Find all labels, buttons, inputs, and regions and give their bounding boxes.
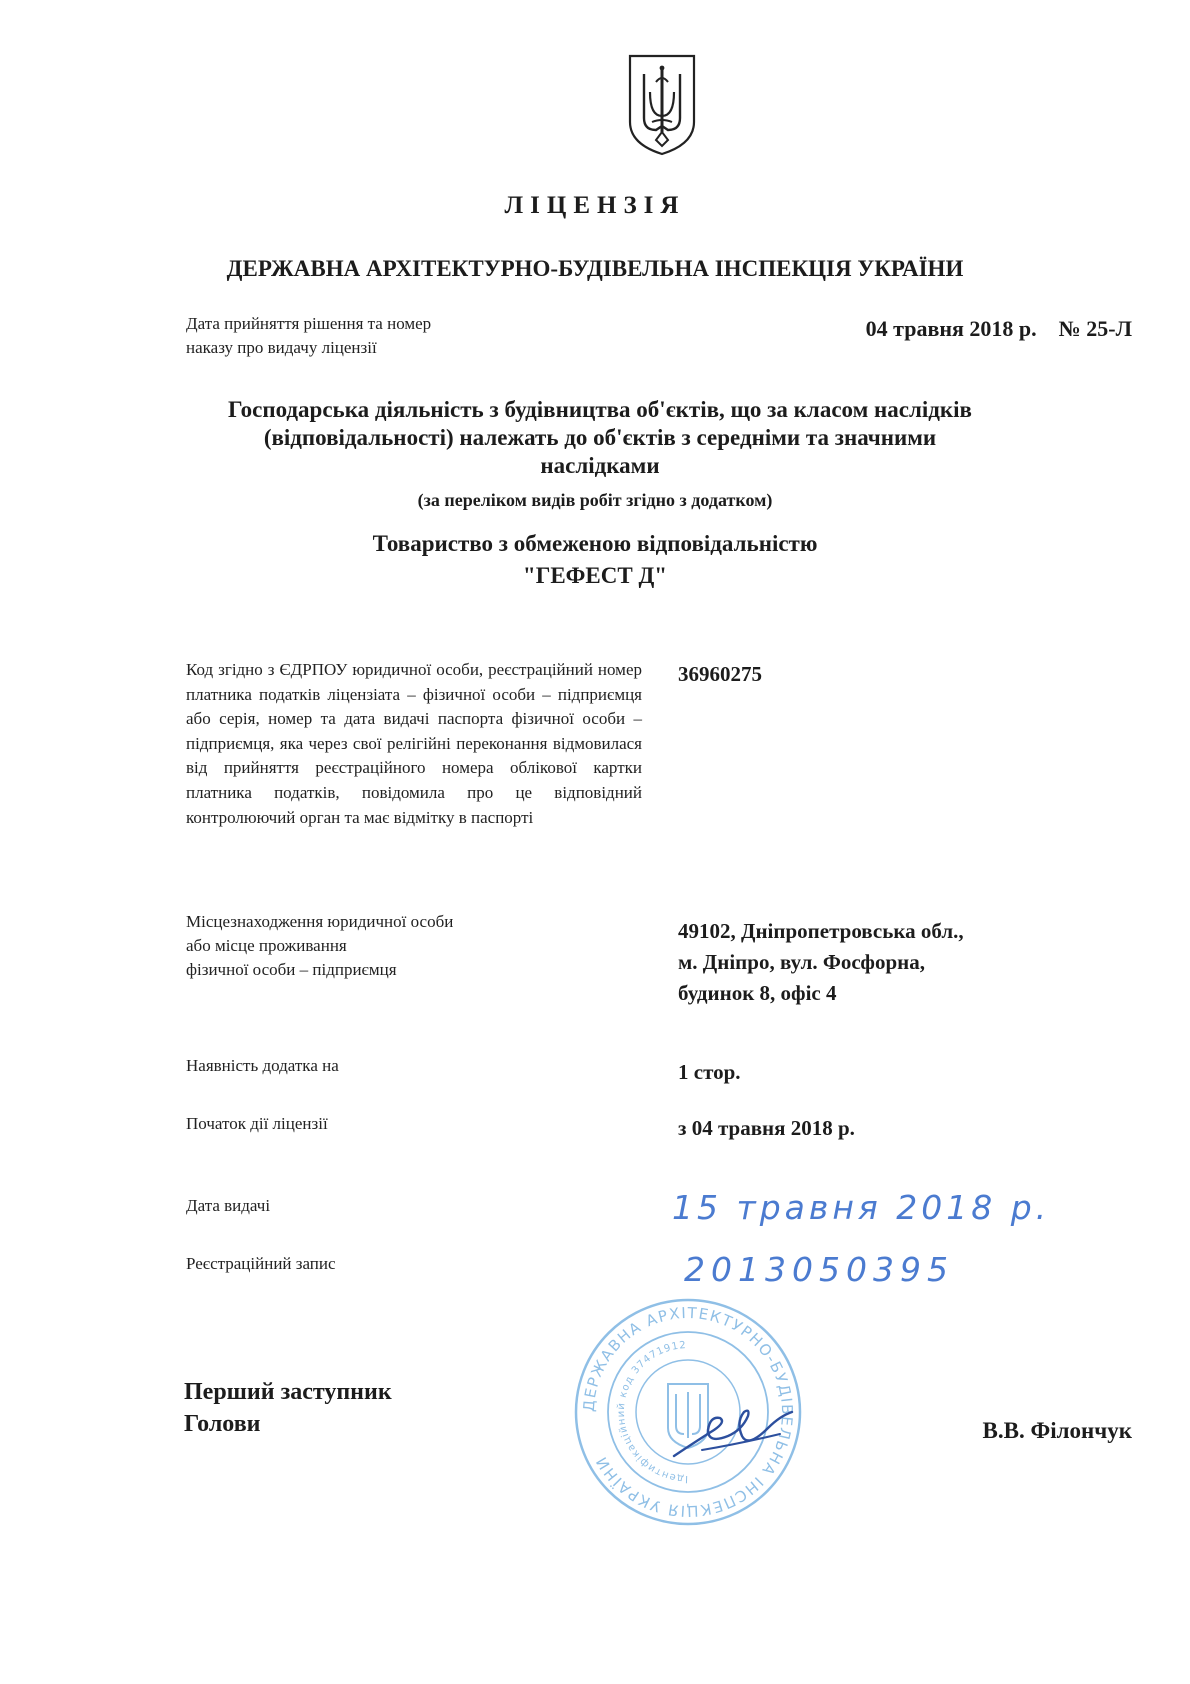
registry-label: Реєстраційний запис: [186, 1254, 336, 1273]
signer-title-line: Перший заступник: [184, 1379, 392, 1405]
location-value-line: 49102, Дніпропетровська обл.,: [678, 919, 964, 943]
decision-label: [186, 312, 526, 360]
signature: [668, 1400, 798, 1462]
decision-label-line: наказу про видачу ліцензії: [186, 338, 377, 357]
licensee-line: "ГЕФЕСТ Д": [522, 563, 668, 588]
licensee-line: Товариство з обмеженою відповідальністю: [372, 531, 818, 556]
start-label: Початок дії ліцензії: [186, 1114, 328, 1133]
appendix-label: Наявність додатка на: [186, 1056, 339, 1075]
location-value-line: м. Дніпро, вул. Фосфорна,: [678, 950, 925, 974]
location-label-line: фізичної особи – підприємця: [186, 960, 397, 979]
decision-number: № 25-Л: [1058, 316, 1132, 341]
location-label: [186, 910, 566, 982]
licensee-name: [0, 528, 1190, 592]
signer-name: В.В. Філончук: [982, 1418, 1132, 1443]
signer-title: [184, 1376, 392, 1440]
activity-line: (відповідальності) належать до об'єктів з середніми та значними: [263, 425, 937, 450]
stamp-inner-text: Ідентифікаційний код 37471912: [615, 1339, 689, 1485]
issuing-authority: ДЕРЖАВНА АРХІТЕКТУРНО-БУДІВЕЛЬНА ІНСПЕКЦІЯ УКРАЇНИ: [226, 256, 964, 281]
decision-label-line: Дата прийняття рішення та номер: [186, 314, 432, 333]
activity-line: наслідками: [540, 453, 660, 478]
decision-value: [866, 316, 1132, 342]
coat-of-arms-icon: [626, 52, 698, 158]
decision-date: 04 травня 2018 р.: [865, 316, 1037, 341]
location-value: [678, 916, 1098, 1009]
code-value: 36960275: [678, 662, 762, 686]
location-value-line: будинок 8, офіс 4: [678, 981, 837, 1005]
document-title: ЛІЦЕНЗІЯ: [504, 192, 686, 219]
stamp-outer-text: ДЕРЖАВНА АРХІТЕКТУРНО-БУДІВЕЛЬНА ІНСПЕКЦІЯ УКРАЇНИ: [579, 1303, 797, 1521]
activity-line: Господарська діяльність з будівництва об'єктів, що за класом наслідків: [228, 397, 972, 422]
location-label-line: Місцезнаходження юридичної особи: [186, 912, 454, 931]
issue-date-label: Дата видачі: [186, 1196, 271, 1215]
start-value: з 04 травня 2018 р.: [678, 1116, 855, 1140]
activity-note: (за переліком видів робіт згідно з додатком): [417, 490, 773, 510]
location-label-line: або місце проживання: [186, 936, 347, 955]
code-label: Код згідно з ЄДРПОУ юридичної особи, реєстраційний номер платника податків ліцензіата – фізичної особи – підприємця або серія, номер та дата видачі паспорта фізичної особи – підприємця, яка через свої релігійні переконання відмовилася від прийняття реєстраційного номера облікової картки платника податків, повідомила про це відповідний контролюючий орган та має відмітку в паспорті: [186, 660, 642, 827]
signer-title-line: Голови: [184, 1411, 261, 1437]
activity-description: [170, 396, 1030, 480]
registry-handwritten: 2013050395: [684, 1250, 954, 1289]
appendix-value: 1 стор.: [678, 1060, 741, 1084]
issue-date-handwritten: 15 травня 2018 р.: [672, 1188, 1051, 1227]
